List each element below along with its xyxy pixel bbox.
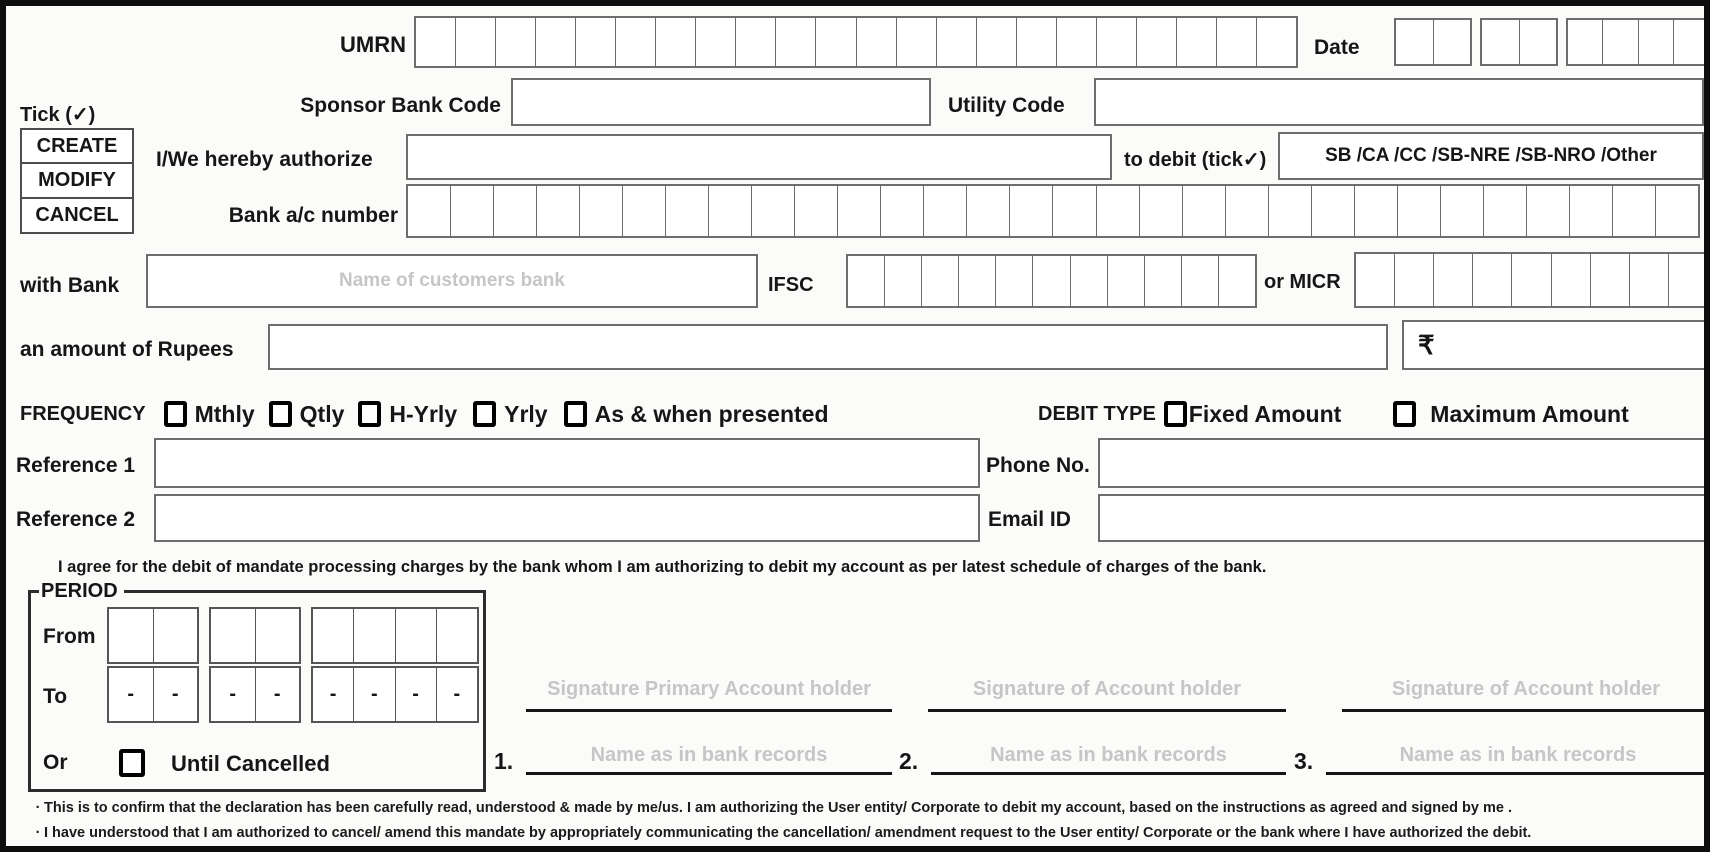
grid-cell[interactable] <box>1639 20 1674 64</box>
charges-agreement-text: I agree for the debit of mandate processing charges by the bank whom I am authorizing to debit my account as per latest schedule of charges of the bank. <box>58 558 1267 576</box>
ifsc-label: IFSC <box>768 274 814 296</box>
footnote-bullet-1: · <box>35 800 41 816</box>
grid-cell[interactable] <box>1527 186 1570 236</box>
grid-cell[interactable] <box>1434 254 1473 306</box>
email-input[interactable] <box>1098 494 1706 542</box>
grid-cell[interactable] <box>109 609 154 662</box>
frequency-label: FREQUENCY <box>20 402 146 425</box>
grid-cell[interactable] <box>1669 254 1707 306</box>
grid-cell[interactable] <box>848 256 885 306</box>
grid-cell[interactable]: - <box>313 668 354 721</box>
sponsor-bank-code-label: Sponsor Bank Code <box>300 94 501 117</box>
name-line-1[interactable]: Name as in bank records <box>526 744 892 775</box>
grid-cell[interactable] <box>1520 20 1557 64</box>
bank-name-input[interactable] <box>146 254 758 308</box>
rupee-icon: ₹ <box>1418 329 1435 360</box>
grid-cell[interactable] <box>1484 186 1527 236</box>
grid-cell[interactable] <box>1010 186 1053 236</box>
grid-cell[interactable] <box>924 186 967 236</box>
grid-cell[interactable] <box>696 18 736 66</box>
grid-cell[interactable] <box>1603 20 1638 64</box>
utility-code-label: Utility Code <box>948 94 1065 117</box>
grid-cell[interactable] <box>1137 18 1177 66</box>
period-to-day-cells[interactable] <box>107 666 199 723</box>
grid-cell[interactable] <box>1591 254 1630 306</box>
grid-cell[interactable] <box>1053 186 1096 236</box>
grid-cell[interactable]: - <box>453 683 461 705</box>
signatory-number-3: 3. <box>1294 748 1314 774</box>
grid-cell[interactable] <box>795 186 838 236</box>
grid-cell[interactable] <box>456 18 496 66</box>
debit-type-label: DEBIT TYPE <box>1038 402 1156 425</box>
grid-cell[interactable]: - <box>273 683 281 705</box>
grid-cell[interactable] <box>580 186 623 236</box>
frequency-group <box>20 396 829 432</box>
grid-cell[interactable] <box>1269 186 1312 236</box>
grid-cell[interactable] <box>1482 20 1520 64</box>
until-cancelled-checkbox[interactable] <box>119 749 145 777</box>
footnote-bullet-2: · <box>35 824 41 841</box>
signature-line-1[interactable]: Signature Primary Account holder <box>526 678 892 712</box>
action-cancel[interactable]: CANCEL <box>20 197 134 234</box>
grid-cell[interactable] <box>709 186 752 236</box>
grid-cell[interactable] <box>313 609 354 662</box>
grid-cell[interactable] <box>752 186 795 236</box>
grid-cell[interactable] <box>1312 186 1355 236</box>
grid-cell[interactable] <box>1398 186 1441 236</box>
frequency-aswhen-checkbox[interactable] <box>564 401 587 427</box>
footnote-line-1 <box>32 796 1531 821</box>
grid-cell[interactable] <box>1674 20 1708 64</box>
grid-cell[interactable] <box>1145 256 1182 306</box>
debit-maximum-label: Maximum Amount <box>1430 400 1629 427</box>
grid-cell[interactable] <box>1217 18 1257 66</box>
footnote-line-2 <box>32 821 1531 846</box>
grid-cell[interactable] <box>977 18 1017 66</box>
reference2-input[interactable] <box>154 494 980 542</box>
frequency-hyrly-checkbox[interactable] <box>358 401 381 427</box>
micr-cell-grid[interactable] <box>1354 252 1709 308</box>
frequency-yrly-label: Yrly <box>504 400 548 427</box>
grid-cell[interactable] <box>536 18 576 66</box>
sponsor-bank-code-input[interactable] <box>511 78 931 126</box>
grid-cell[interactable] <box>776 18 816 66</box>
period-from-label: From <box>43 625 96 648</box>
grid-cell[interactable] <box>1140 186 1183 236</box>
tick-label: Tick (✓) <box>20 104 96 126</box>
grid-cell[interactable] <box>1219 256 1255 306</box>
grid-cell[interactable] <box>396 609 437 662</box>
period-label: PERIOD <box>41 580 118 602</box>
grid-cell[interactable] <box>623 186 666 236</box>
phone-input[interactable] <box>1098 438 1706 488</box>
grid-cell[interactable] <box>967 186 1010 236</box>
grid-cell[interactable] <box>922 256 959 306</box>
grid-cell[interactable] <box>857 18 897 66</box>
grid-cell[interactable] <box>937 18 977 66</box>
grid-cell[interactable] <box>496 18 536 66</box>
date-day-cells[interactable] <box>1394 18 1472 66</box>
grid-cell[interactable] <box>354 609 395 662</box>
reference1-label: Reference 1 <box>16 454 136 477</box>
umrn-label: UMRN <box>340 32 406 57</box>
grid-cell[interactable] <box>1097 186 1140 236</box>
authorize-label: I/We hereby authorize <box>156 148 373 171</box>
debit-fixed-label: Fixed Amount <box>1188 400 1342 427</box>
grid-cell[interactable] <box>885 256 922 306</box>
name-line-3[interactable]: Name as in bank records <box>1326 744 1710 775</box>
frequency-qtly-checkbox[interactable] <box>269 401 292 427</box>
date-label: Date <box>1314 36 1360 59</box>
amount-words-input[interactable] <box>268 324 1388 370</box>
footnote-text-2: I have understood that I am authorized to cancel/ amend this mandate by appropriately communicating the cancellation/ amendment request to the User entity/ Corporate or the bank where I have authorized the debit. <box>44 824 1532 841</box>
debit-type-group <box>1038 396 1629 432</box>
grid-cell[interactable] <box>1071 256 1108 306</box>
grid-cell[interactable] <box>1613 186 1656 236</box>
action-modify[interactable]: MODIFY <box>20 162 134 199</box>
grid-cell[interactable] <box>256 609 300 662</box>
utility-code-input[interactable] <box>1094 78 1704 126</box>
account-type-box[interactable]: SB /CA /CC /SB-NRE /SB-NRO /Other <box>1278 132 1704 180</box>
frequency-qtly-label: Qtly <box>299 400 345 427</box>
grid-cell[interactable] <box>416 18 456 66</box>
grid-cell[interactable] <box>959 256 996 306</box>
frequency-yrly-checkbox[interactable] <box>473 401 496 427</box>
frequency-aswhen-label: As & when presented <box>594 400 829 427</box>
grid-cell[interactable] <box>1097 18 1137 66</box>
grid-cell[interactable]: - <box>396 668 437 721</box>
grid-cell[interactable] <box>1568 20 1603 64</box>
grid-cell[interactable] <box>1033 256 1070 306</box>
period-to-label: To <box>43 685 68 708</box>
authorize-entity-input[interactable] <box>406 134 1112 180</box>
amount-label: an amount of Rupees <box>20 338 234 361</box>
amount-figures-input[interactable] <box>1402 320 1706 370</box>
period-section <box>28 580 486 792</box>
grid-cell[interactable] <box>211 609 256 662</box>
grid-cell[interactable] <box>736 18 776 66</box>
umrn-cell-grid[interactable] <box>414 16 1298 68</box>
grid-cell[interactable] <box>1183 186 1226 236</box>
bank-account-cell-grid[interactable] <box>406 184 1700 238</box>
grid-cell[interactable] <box>1057 18 1097 66</box>
mandate-action-list <box>20 128 134 234</box>
to-debit-label: to debit (tick✓) <box>1124 149 1267 171</box>
with-bank-label: with Bank <box>20 274 120 297</box>
ifsc-cell-grid[interactable] <box>846 254 1257 308</box>
grid-cell[interactable] <box>1355 186 1398 236</box>
grid-cell[interactable] <box>1182 256 1219 306</box>
signature-line-3[interactable]: Signature of Account holder <box>1342 678 1710 712</box>
or-micr-label: or MICR <box>1264 271 1341 293</box>
grid-cell[interactable] <box>897 18 937 66</box>
period-or-label: Or <box>43 751 68 774</box>
grid-cell[interactable] <box>1396 20 1434 64</box>
period-from-year-cells[interactable] <box>311 607 479 664</box>
grid-cell[interactable] <box>154 609 198 662</box>
grid-cell[interactable] <box>816 18 856 66</box>
debit-maximum-checkbox[interactable] <box>1393 401 1416 427</box>
grid-cell[interactable] <box>1017 18 1057 66</box>
grid-cell[interactable] <box>1441 186 1484 236</box>
period-from-month-cells[interactable] <box>209 607 301 664</box>
grid-cell[interactable]: - <box>354 668 395 721</box>
frequency-hyrly-label: H-Yrly <box>389 400 458 427</box>
grid-cell[interactable] <box>838 186 881 236</box>
period-to-year-cells[interactable] <box>311 666 479 723</box>
grid-cell[interactable] <box>656 18 696 66</box>
signatory-number-1: 1. <box>494 748 514 774</box>
grid-cell[interactable] <box>1257 18 1296 66</box>
grid-cell[interactable] <box>1177 18 1217 66</box>
grid-cell[interactable]: - <box>211 668 256 721</box>
date-month-cells[interactable] <box>1480 18 1558 66</box>
grid-cell[interactable] <box>576 18 616 66</box>
grid-cell[interactable] <box>537 186 580 236</box>
reference1-input[interactable] <box>154 438 980 488</box>
grid-cell[interactable]: - <box>171 683 179 705</box>
date-year-cells[interactable] <box>1566 18 1710 66</box>
grid-cell[interactable] <box>616 18 656 66</box>
grid-cell[interactable] <box>1512 254 1551 306</box>
footnote-text-1: This is to confirm that the declaration has been carefully read, understood & made by me/us. I am authorizing the User entity/ Corporate to debit my account, based on the instructions as agreed and signed by me . <box>44 800 1513 816</box>
bank-account-label: Bank a/c number <box>228 204 398 227</box>
grid-cell[interactable] <box>1108 256 1145 306</box>
debit-fixed-checkbox[interactable] <box>1164 401 1187 427</box>
declaration-footnotes <box>32 796 1531 845</box>
until-cancelled-label: Until Cancelled <box>171 751 330 776</box>
grid-cell[interactable] <box>996 256 1033 306</box>
grid-cell[interactable] <box>1570 186 1613 236</box>
period-to-month-cells[interactable] <box>209 666 301 723</box>
action-create[interactable]: CREATE <box>20 128 134 165</box>
email-label: Email ID <box>988 508 1071 531</box>
frequency-mthly-checkbox[interactable] <box>164 401 187 427</box>
period-from-day-cells[interactable] <box>107 607 199 664</box>
grid-cell[interactable] <box>408 186 451 236</box>
signatory-number-2: 2. <box>899 748 919 774</box>
grid-cell[interactable]: - <box>109 668 154 721</box>
phone-label: Phone No. <box>986 454 1090 477</box>
grid-cell[interactable] <box>451 186 494 236</box>
signature-line-2[interactable]: Signature of Account holder <box>928 678 1286 712</box>
grid-cell[interactable] <box>1226 186 1269 236</box>
frequency-mthly-label: Mthly <box>194 400 255 427</box>
grid-cell[interactable] <box>1395 254 1434 306</box>
grid-cell[interactable] <box>666 186 709 236</box>
grid-cell[interactable] <box>1630 254 1669 306</box>
bank-name-placeholder: Name of customers bank <box>339 270 565 291</box>
grid-cell[interactable] <box>1473 254 1512 306</box>
name-line-2[interactable]: Name as in bank records <box>931 744 1286 775</box>
grid-cell[interactable] <box>1552 254 1591 306</box>
grid-cell[interactable] <box>881 186 924 236</box>
grid-cell[interactable] <box>437 609 477 662</box>
grid-cell[interactable] <box>494 186 537 236</box>
grid-cell[interactable] <box>1656 186 1698 236</box>
grid-cell[interactable] <box>1434 20 1471 64</box>
grid-cell[interactable] <box>1356 254 1395 306</box>
reference2-label: Reference 2 <box>16 508 136 531</box>
